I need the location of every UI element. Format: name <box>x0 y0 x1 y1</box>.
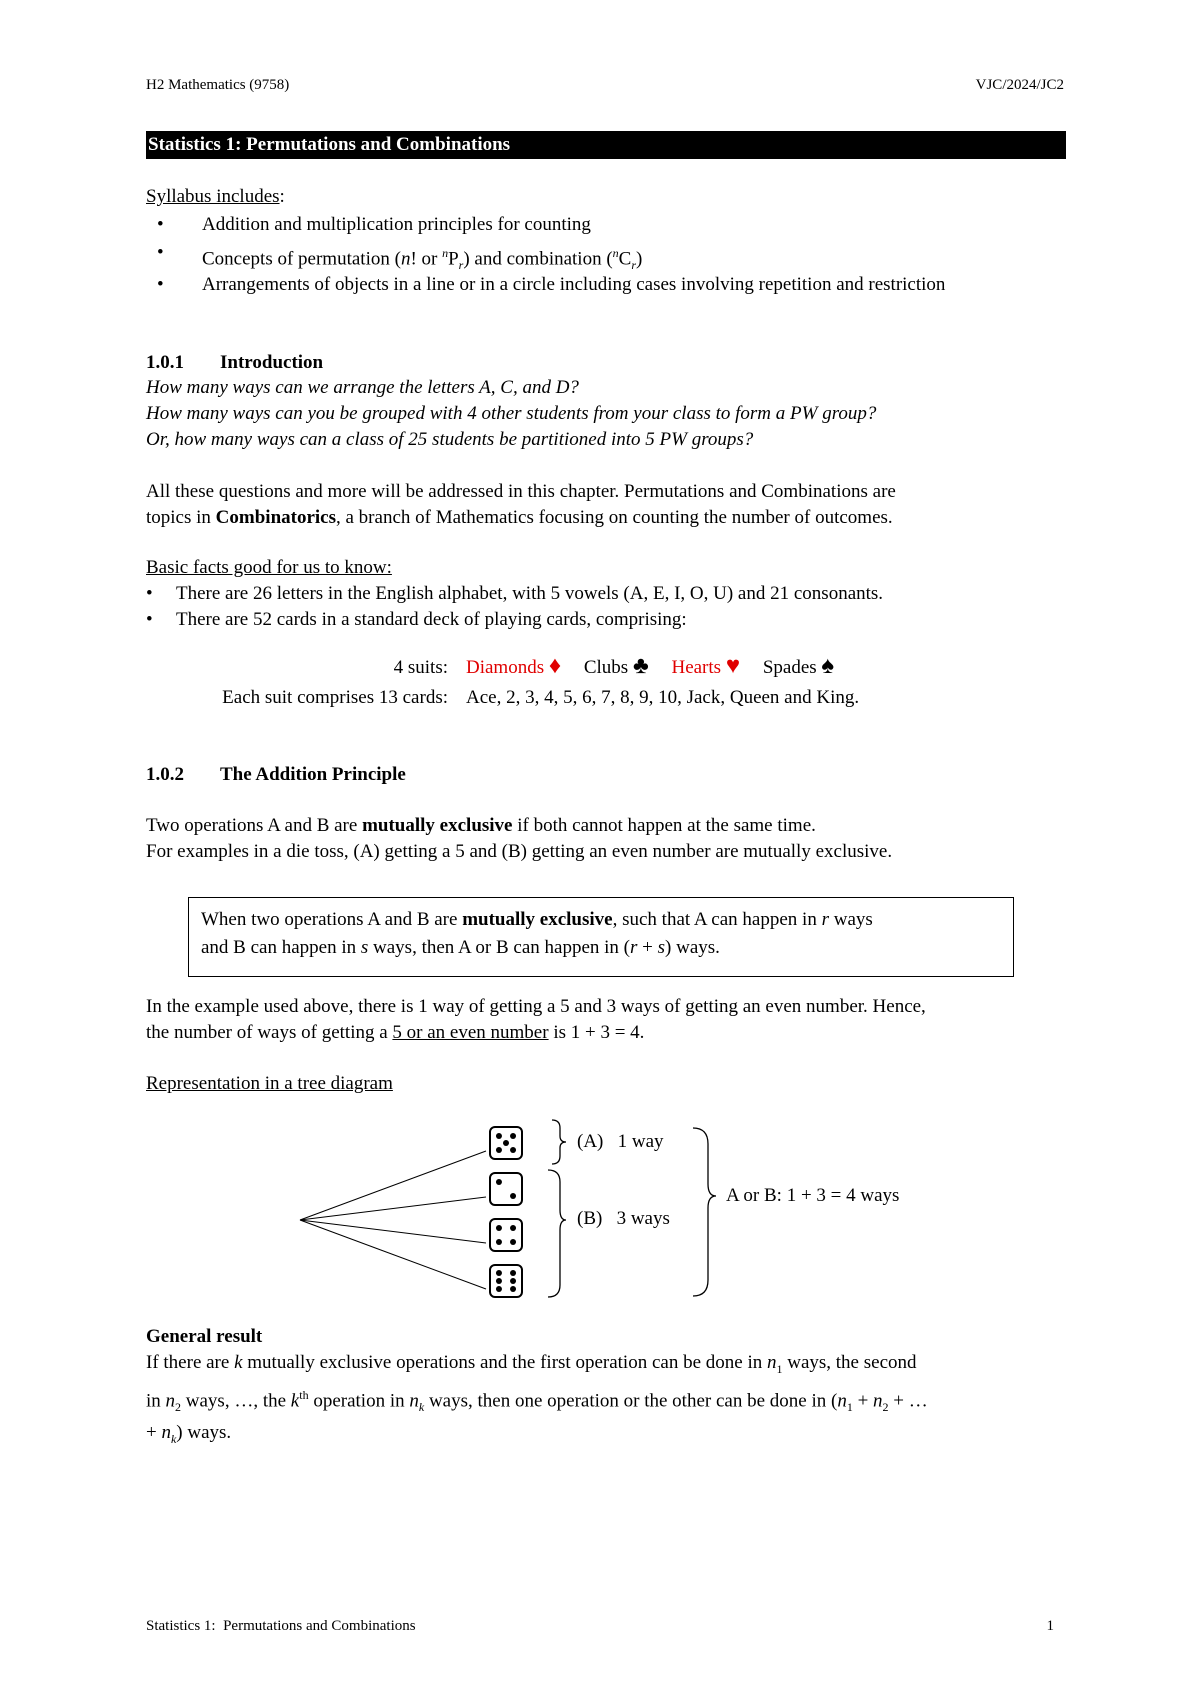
die-outline <box>490 1265 522 1297</box>
die-pip <box>496 1225 502 1231</box>
list-item: • There are 52 cards in a standard deck of playing cards, comprising: <box>146 607 1076 633</box>
cards-label: Each suit comprises 13 cards: <box>222 687 448 708</box>
definition-box: When two operations A and B are mutually exclusive, such that A can happen in r ways and B can happen in s ways, then A or B can happen in (r + s) ways. <box>188 897 1014 977</box>
club-icon: ♣ <box>632 653 649 679</box>
branch-line <box>300 1197 486 1220</box>
heart-icon: ♥ <box>725 653 741 679</box>
die-pip <box>510 1286 516 1292</box>
suits-label: 4 suits: <box>393 657 448 678</box>
list-item: • Addition and multiplication principles for counting <box>146 212 1076 240</box>
tree-heading: Representation in a tree diagram <box>146 1073 393 1094</box>
branch-line <box>300 1151 486 1220</box>
die-pip <box>496 1278 502 1284</box>
brace-b <box>548 1170 566 1297</box>
die-face-icon <box>490 1265 522 1297</box>
section-heading-intro: 1.0.1 Introduction <box>146 352 324 373</box>
die-pip <box>503 1140 509 1146</box>
dice-group <box>490 1127 522 1297</box>
cards-list: Ace, 2, 3, 4, 5, 6, 7, 8, 9, 10, Jack, Queen and King. <box>466 687 860 708</box>
brace-a <box>552 1120 566 1164</box>
die-pip <box>496 1147 502 1153</box>
die-outline <box>490 1219 522 1251</box>
question-line: How many ways can you be grouped with 4 other students from your class to form a PW group? <box>146 403 877 424</box>
section-heading-addition: 1.0.2 The Addition Principle <box>146 764 406 785</box>
spade-icon: ♠ <box>821 653 835 679</box>
suit-clubs: Clubs ♣ <box>583 653 649 679</box>
intro-paragraph: All these questions and more will be addressed in this chapter. Permutations and Combinations are topics in Combinatorics, a branch of Mathematics focusing on counting the number of outcomes. <box>146 481 896 528</box>
header-left: H2 Mathematics (9758) <box>146 77 290 93</box>
die-pip <box>510 1225 516 1231</box>
suit-diamonds: Diamonds ♦ <box>466 653 562 679</box>
brace-total <box>693 1128 716 1296</box>
diamond-icon: ♦ <box>548 653 562 679</box>
example-paragraph: In the example used above, there is 1 way of getting a 5 and 3 ways of getting an even number. Hence, the number of ways of getting a 5 or an even number is 1 + 3 = 4. <box>146 996 926 1043</box>
die-pip <box>510 1278 516 1284</box>
branch-line <box>300 1220 486 1243</box>
addition-paragraph: Two operations A and B are mutually exclusive if both cannot happen at the same time. For examples in a die toss, (A) getting a 5 and (B) getting an even number are mutually exclusive. <box>146 815 893 862</box>
question-line: How many ways can we arrange the letters A, C, and D? <box>146 377 579 398</box>
suit-hearts: Hearts ♥ <box>671 653 741 679</box>
general-heading: General result <box>146 1326 263 1347</box>
die-pip <box>510 1270 516 1276</box>
suit-spades: Spades ♠ <box>762 653 835 679</box>
tree-label-a: (A) 1 way <box>577 1131 664 1152</box>
page-title: Statistics 1: Permutations and Combinations <box>146 131 1066 159</box>
tree-branches <box>300 1151 486 1289</box>
general-paragraph: If there are k mutually exclusive operations and the first operation can be done in $n_1$ ways, the second in $n_2$ ways, …, the $k^{th}$ operation in $n_k$ ways, then one operation or the other can be done in ($n_1 + n_2$ + … + $n_k$) ways. <box>146 1352 928 1446</box>
die-pip <box>496 1239 502 1245</box>
die-pip <box>510 1133 516 1139</box>
die-pip <box>496 1286 502 1292</box>
die-face-icon <box>490 1219 522 1251</box>
footer-left: Statistics 1: Permutations and Combinations <box>146 1618 416 1634</box>
die-pip <box>510 1193 516 1199</box>
branch-line <box>300 1220 486 1289</box>
die-pip <box>496 1270 502 1276</box>
die-pip <box>496 1133 502 1139</box>
header-right: VJC/2024/JC2 <box>975 77 1064 93</box>
die-pip <box>496 1179 502 1185</box>
die-pip <box>510 1239 516 1245</box>
die-face-icon <box>490 1127 522 1159</box>
list-item: • There are 26 letters in the English alphabet, with 5 vowels (A, E, I, O, U) and 21 consonants. <box>146 581 1076 607</box>
syllabus-heading: Syllabus includes: <box>146 186 285 207</box>
die-face-icon <box>490 1173 522 1205</box>
list-item: • Arrangements of objects in a line or in a circle including cases involving repetition and restriction <box>146 272 1076 298</box>
tree-label-total: A or B: 1 + 3 = 4 ways <box>726 1185 900 1206</box>
tree-label-b: (B) 3 ways <box>577 1208 670 1229</box>
facts-heading: Basic facts good for us to know: <box>146 557 392 578</box>
die-outline <box>490 1173 522 1205</box>
page-number: 1 <box>1046 1618 1054 1634</box>
die-pip <box>510 1147 516 1153</box>
list-item: • Concepts of permutation (n! or $^nP_r$) and combination $(^nC_r)$ <box>146 240 1076 272</box>
question-line: Or, how many ways can a class of 25 students be partitioned into 5 PW groups? <box>146 429 754 450</box>
